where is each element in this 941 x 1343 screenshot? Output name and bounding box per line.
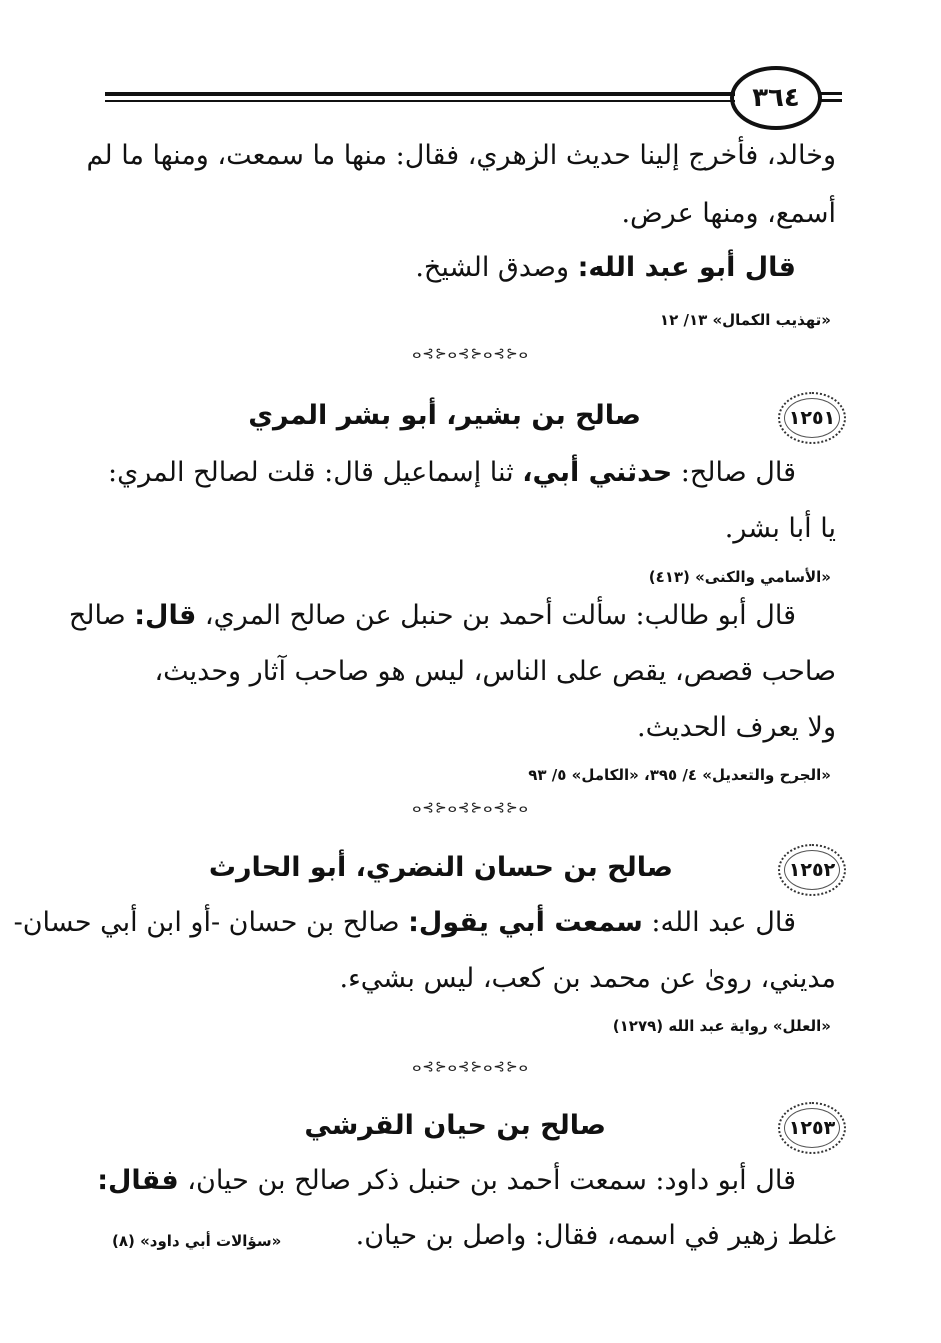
entry-number-medallion: ١٢٥٢ [778, 844, 846, 896]
body-text: قال أبو طالب: سألت أحمد بن حنبل عن صالح المري، [196, 600, 796, 631]
entry-number-medallion: ١٢٥٣ [778, 1102, 846, 1154]
header-rule-right [820, 92, 842, 95]
bold-phrase: حدثني أبي، [522, 457, 673, 488]
source-reference: «تهذيب الكمال» ١٣/ ١٢ [659, 311, 831, 329]
bold-phrase: قال: [134, 600, 197, 631]
header-rule-right-2 [820, 99, 842, 102]
bold-phrase: سمعت أبي يقول: [408, 907, 643, 938]
body-line: وخالد، فأخرج إلينا حديث الزهري، فقال: منها ما سمعت، ومنها ما لم [86, 140, 836, 171]
ornament-separator: ⴰ⊰⊱ⴰ⊰⊱ⴰ⊰⊱ⴰ [412, 346, 529, 362]
body-line: غلط زهير في اسمه، فقال: واصل بن حيان. [355, 1220, 836, 1251]
entry-title: صالح بن حيان القرشي [304, 1110, 606, 1141]
body-text: صالح بن حسان -أو ابن أبي حسان- [13, 907, 409, 938]
source-reference: «العلل» رواية عبد الله (١٢٧٩) [612, 1017, 831, 1035]
body-line [13, 907, 796, 938]
body-line: ولا يعرف الحديث. [637, 712, 836, 743]
body-line [66, 252, 796, 283]
body-line: مديني، روىٰ عن محمد بن كعب، ليس بشيء. [339, 963, 836, 994]
source-reference: «الأسامي والكنى» (٤١٣) [648, 568, 831, 586]
ornament-separator: ⴰ⊰⊱ⴰ⊰⊱ⴰ⊰⊱ⴰ [412, 800, 529, 816]
bold-speaker: قال أبو عبد الله: [577, 252, 796, 283]
ornament-separator: ⴰ⊰⊱ⴰ⊰⊱ⴰ⊰⊱ⴰ [412, 1059, 529, 1075]
page-number: ٣٦٤ [730, 66, 822, 130]
entry-number-medallion: ١٢٥١ [778, 392, 846, 444]
source-reference: «سؤالات أبي داود» (٨) [112, 1232, 282, 1250]
body-line [106, 457, 796, 488]
body-text: ثنا إسماعيل قال: قلت لصالح المري: [108, 457, 523, 488]
entry-title: صالح بن حسان النضري، أبو الحارث [208, 852, 673, 883]
body-text: قال أبو داود: سمعت أحمد بن حنبل ذكر صالح بن حيان، [178, 1165, 796, 1196]
body-text: وصدق الشيخ. [415, 252, 578, 283]
body-line: صاحب قصص، يقص على الناس، ليس هو صاحب آثار وحديث، [154, 656, 836, 687]
body-text: قال عبد الله: [642, 907, 796, 938]
body-line: أسمع، ومنها عرض. [621, 198, 836, 229]
body-line [68, 600, 796, 631]
body-text: صالح [68, 600, 135, 631]
header-rule-thick [105, 92, 735, 96]
bold-phrase: فقال: [97, 1165, 179, 1196]
header-rule-thin [105, 100, 735, 102]
source-reference: «الجرح والتعديل» ٤/ ٣٩٥، «الكامل» ٥/ ٩٣ [528, 766, 831, 784]
entry-title: صالح بن بشير، أبو بشر المري [248, 400, 641, 431]
body-text: قال صالح: [672, 457, 796, 488]
body-line [97, 1165, 796, 1196]
body-line: يا أبا بشر. [724, 513, 836, 544]
